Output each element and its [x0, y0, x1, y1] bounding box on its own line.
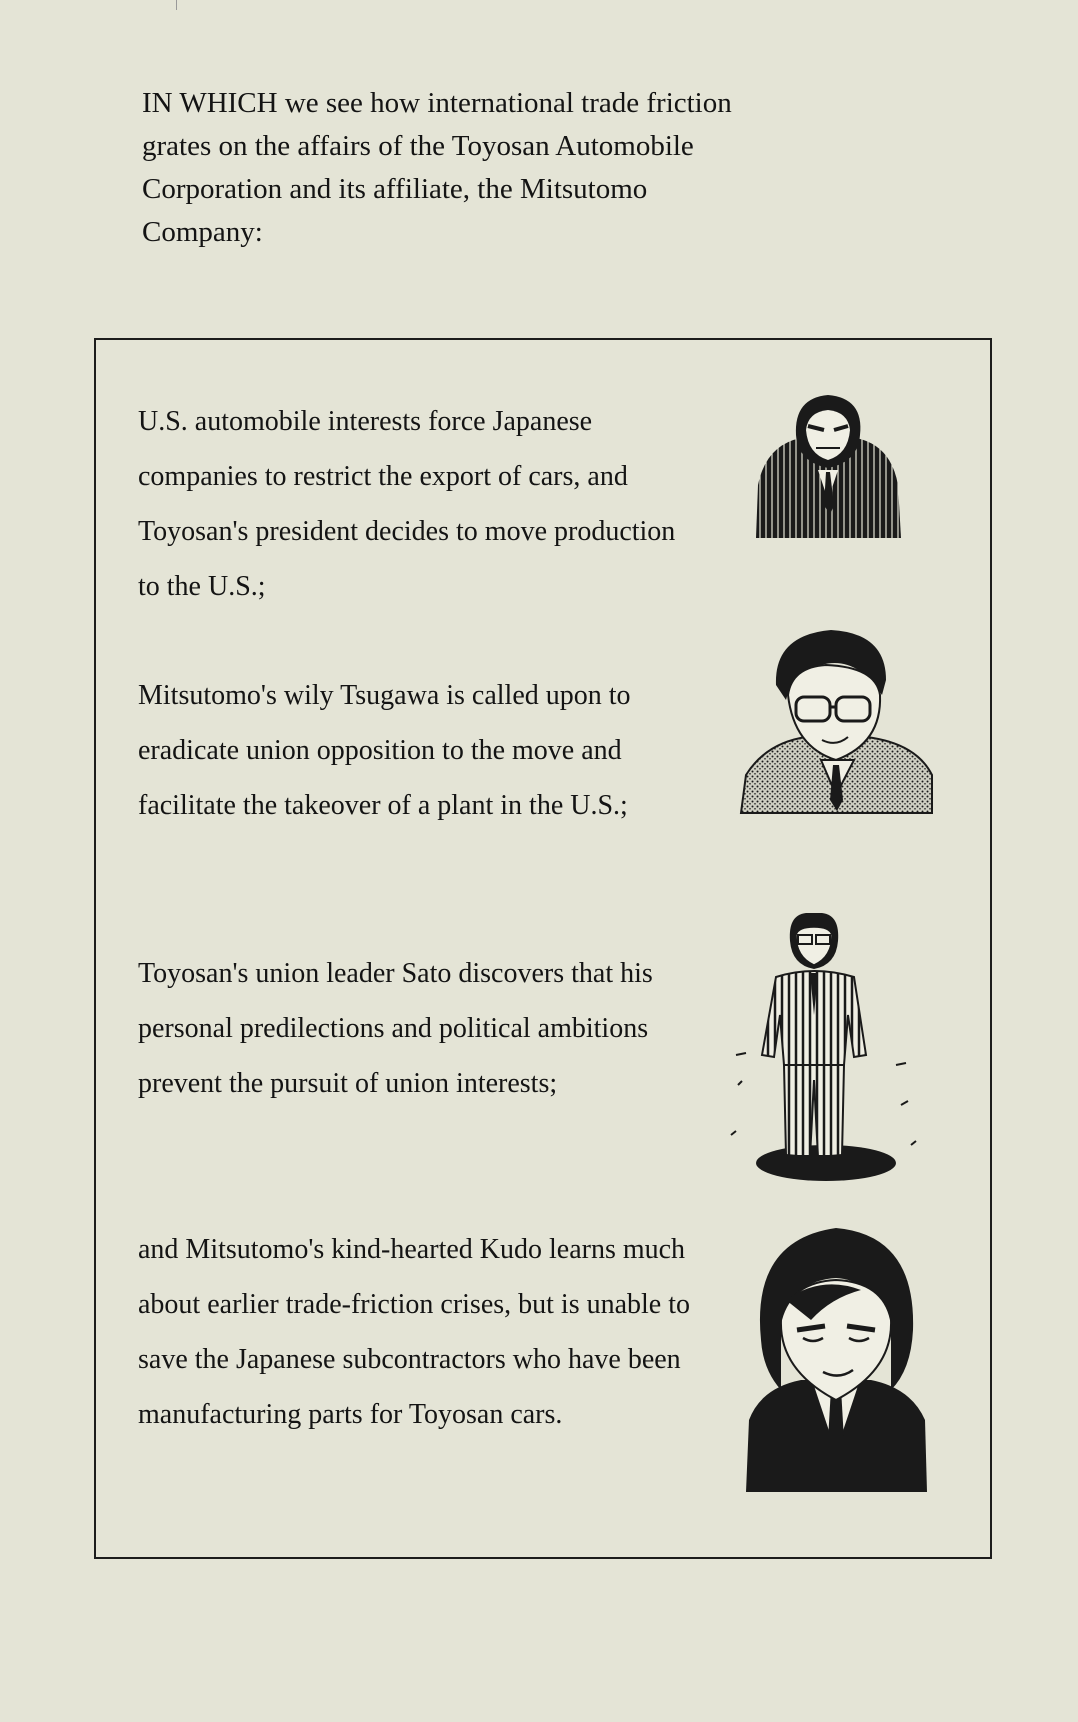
summary-entry-sato: Toyosan's union leader Sato discovers that his personal predilections and political ambitions prevent the pursuit of union interests; — [138, 958, 653, 1099]
tsugawa-portrait — [736, 625, 936, 815]
sato-portrait — [716, 905, 926, 1195]
intro-paragraph: IN WHICH we see how international trade friction grates on the affairs of the Toyosan Automobile Corporation and its affiliate, the Mitsutomo Company: — [142, 87, 732, 248]
summary-box — [94, 338, 992, 1559]
kudo-portrait — [741, 1220, 931, 1495]
page-edge-mark — [176, 0, 177, 10]
summary-entry-kudo: and Mitsutomo's kind-hearted Kudo learns much about earlier trade-friction crises, but is unable to save the Japanese subcontractors who have been manufacturing parts for Toyosan cars. — [138, 1234, 691, 1430]
summary-entry-tsugawa: Mitsutomo's wily Tsugawa is called upon to eradicate union opposition to the move and facilitate the takeover of a plant in the U.S.; — [138, 680, 631, 821]
president-portrait — [746, 390, 911, 540]
summary-entry-president: U.S. automobile interests force Japanese companies to restrict the export of cars, and Toyosan's president decides to move production to the U.S.; — [138, 406, 676, 602]
